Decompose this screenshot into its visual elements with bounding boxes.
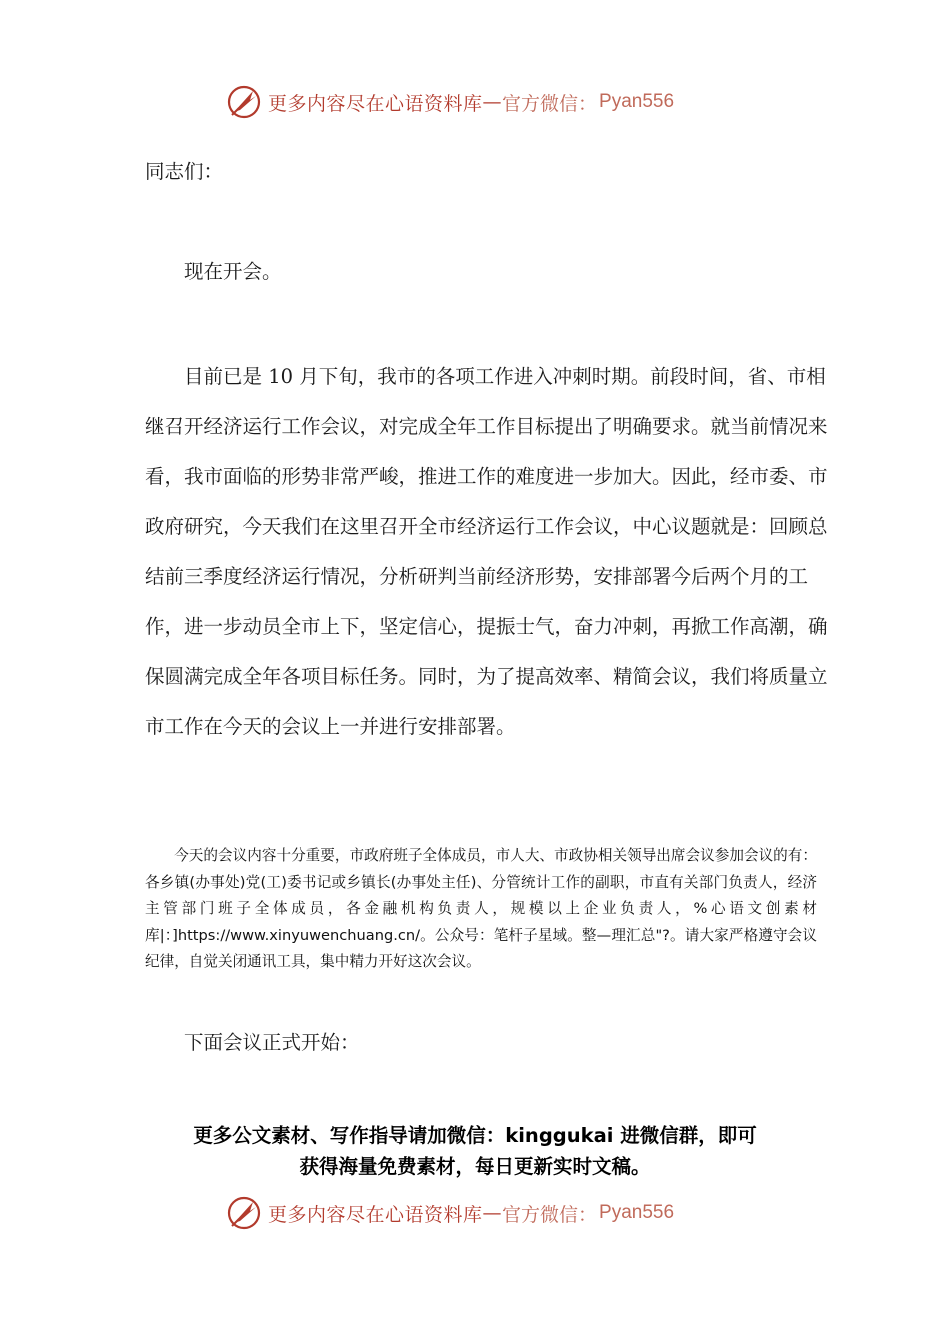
banner-wechat-label: 官方微信： <box>502 1203 598 1226</box>
banner-brand-text: 更多内容尽在心语资料库 <box>268 1203 483 1226</box>
opening-line: 现在开会。 <box>184 260 282 283</box>
advert-block <box>130 1120 820 1182</box>
quill-logo-icon <box>226 1195 262 1231</box>
banner-wechat-id: Pyan556 <box>599 91 675 112</box>
advert-line-2: 获得海量免费素材，每日更新实时文稿。 <box>299 1155 651 1178</box>
header-banner <box>226 82 746 122</box>
banner-wechat-label: 官方微信： <box>502 92 598 115</box>
banner-separator: — <box>482 91 503 113</box>
greeting: 同志们： <box>145 160 224 183</box>
quill-logo-icon <box>226 84 262 120</box>
attendance-paragraph: 今天的会议内容十分重要，市政府班子全体成员，市人大、市政协相关领导出席会议参加会议的有：各乡镇(办事处)党(工)委书记或乡镇长(办事处主任)、分管统计工作的副职，市直有关部门负责人，经济主管部门班子全体成员，各金融机构负责人，规模以上企业负责人，%心语文创素材库|：]https://www.xinyuwenchuang.cn/。公众号：笔杆子星域。整—理汇总"?。请大家严格遵守会议纪律，自觉关闭通讯工具，集中精力开好这次会议。 <box>145 847 817 970</box>
start-line: 下面会议正式开始： <box>184 1031 360 1054</box>
advert-line-1: 更多公文素材、写作指导请加微信：kinggukai 进微信群，即可 <box>193 1124 757 1147</box>
banner-brand-text: 更多内容尽在心语资料库 <box>268 92 483 115</box>
main-paragraph: 目前已是 10 月下旬，我市的各项工作进入冲刺时期。前段时间，省、市相继召开经济运行工作会议，对完成全年工作目标提出了明确要求。就当前情况来看，我市面临的形势非常严峻，推进工作的难度进一步加大。因此，经市委、市政府研究，今天我们在这里召开全市经济运行工作会议，中心议题就是：回顾总结前三季度经济运行情况，分析研判当前经济形势，安排部署今后两个月的工作，进一步动员全市上下，坚定信心，提振士气，奋力冲刺，再掀工作高潮，确保圆满完成全年各项目标任务。同时，为了提高效率、精简会议，我们将质量立市工作在今天的会议上一并进行安排部署。 <box>145 365 828 738</box>
footer-banner <box>226 1193 746 1233</box>
banner-separator: — <box>482 1202 503 1224</box>
banner-wechat-id: Pyan556 <box>599 1202 675 1223</box>
